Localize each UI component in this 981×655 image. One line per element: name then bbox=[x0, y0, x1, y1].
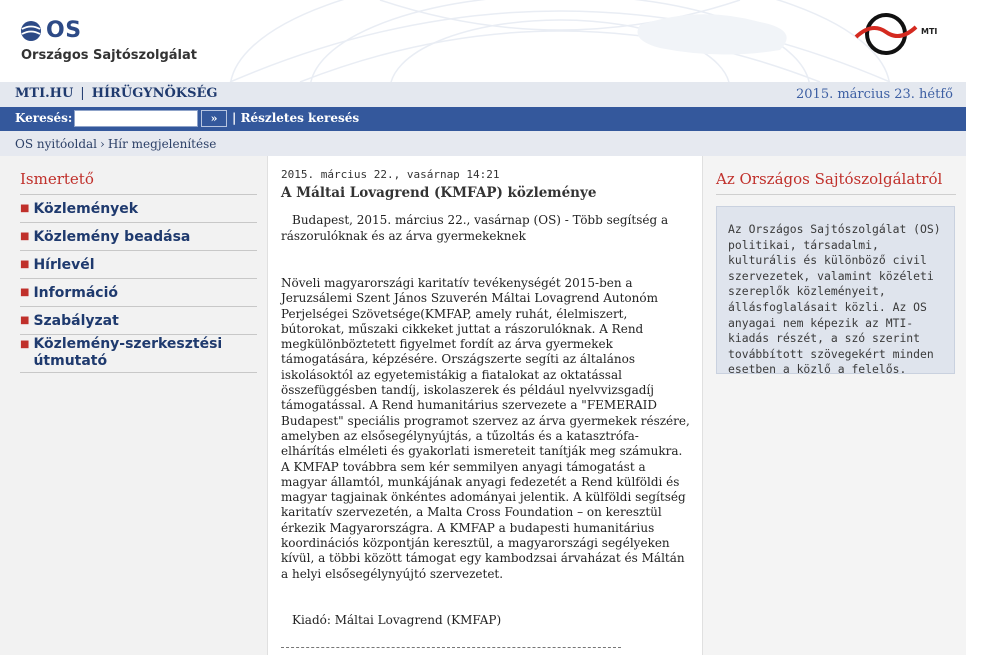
os-globe-icon bbox=[20, 20, 42, 42]
bullet-icon: ■ bbox=[20, 287, 30, 298]
site-name: Országos Sajtószolgálat bbox=[21, 48, 197, 63]
header-globe-background bbox=[0, 0, 966, 82]
sidebar-title: Ismertető bbox=[20, 170, 94, 188]
sidebar-item-label: Hírlevél bbox=[33, 257, 95, 273]
article-lead: Budapest, 2015. március 22., vasárnap (OS) - Több segítség a rászorulóknak és az árva gyermekeknek bbox=[281, 213, 669, 243]
advanced-search-separator: | bbox=[232, 111, 237, 125]
about-infobox bbox=[716, 206, 955, 377]
os-logo[interactable] bbox=[20, 18, 82, 43]
right-sidebar bbox=[702, 156, 966, 655]
advanced-search-link[interactable] bbox=[232, 111, 359, 125]
bullet-icon: ■ bbox=[20, 259, 30, 270]
sidebar-divider bbox=[20, 306, 257, 307]
advanced-search-label: Részletes keresés bbox=[240, 111, 360, 125]
mti-label: MTI bbox=[921, 27, 938, 36]
mti-hu-link[interactable]: MTI.HU bbox=[15, 86, 74, 101]
sidebar-item-label: Szabályzat bbox=[33, 313, 119, 329]
about-divider bbox=[716, 194, 956, 195]
topnav-separator: | bbox=[80, 86, 85, 101]
bullet-icon: ■ bbox=[20, 315, 30, 326]
search-label: Keresés: bbox=[15, 111, 73, 125]
sidebar-divider bbox=[20, 222, 257, 223]
hirugynokseg-link[interactable]: HÍRÜGYNÖKSÉG bbox=[91, 86, 218, 101]
about-text: Az Országos Sajtószolgálat (OS) politikai, társadalmi, kulturális és különböző civil szervezetek, valamint közéleti szereplők közleményeit, állásfoglalásait közli. Az OS anyagai nem képezik az MTI-kiadás részét, a szó szerint továbbított szövegekért minden esetben a közlő a felelős. bbox=[728, 222, 941, 377]
sidebar-item-informacio[interactable] bbox=[20, 284, 256, 302]
sidebar-item-label: Közlemények bbox=[33, 201, 139, 217]
sidebar-divider bbox=[20, 372, 257, 373]
header bbox=[0, 0, 966, 82]
breadcrumb-arrow: › bbox=[100, 137, 105, 151]
sidebar-item-kozlemeny-beadasa[interactable] bbox=[20, 228, 256, 246]
sidebar-divider bbox=[20, 334, 257, 335]
article-timestamp: 2015. március 22., vasárnap 14:21 bbox=[281, 168, 500, 181]
article-divider bbox=[281, 647, 621, 648]
breadcrumb-home-link[interactable]: OS nyitóoldal bbox=[15, 137, 98, 151]
sidebar-divider bbox=[20, 194, 257, 195]
bullet-icon: ■ bbox=[20, 339, 30, 350]
bullet-icon: ■ bbox=[20, 231, 30, 242]
sidebar-item-label: Közlemény beadása bbox=[33, 229, 191, 245]
bullet-icon: ■ bbox=[20, 203, 30, 214]
page-right-margin bbox=[966, 0, 981, 655]
breadcrumb-current: Hír megjelenítése bbox=[107, 137, 217, 151]
sidebar-item-kozlemeny-szerkesztesi-utmutato[interactable] bbox=[20, 336, 256, 370]
sidebar-item-label: Információ bbox=[33, 285, 118, 301]
logo-text: OS bbox=[46, 18, 82, 43]
article-publisher: Kiadó: Máltai Lovagrend (KMFAP) bbox=[292, 613, 502, 627]
search-input[interactable] bbox=[74, 110, 198, 127]
top-nav bbox=[0, 82, 966, 107]
article bbox=[268, 156, 702, 655]
search-bar bbox=[0, 107, 966, 131]
current-date: 2015. március 23. hétfő bbox=[796, 87, 953, 102]
sidebar-divider bbox=[20, 278, 257, 279]
left-sidebar bbox=[0, 156, 268, 655]
breadcrumb bbox=[0, 131, 966, 156]
sidebar-item-label: Közlemény-szerkesztési útmutató bbox=[33, 336, 223, 369]
sidebar-item-szabalyzat[interactable] bbox=[20, 312, 256, 330]
about-title: Az Országos Sajtószolgálatról bbox=[716, 170, 943, 188]
article-headline: A Máltai Lovagrend (KMFAP) közleménye bbox=[281, 185, 597, 201]
search-go-button[interactable]: » bbox=[201, 110, 227, 127]
sidebar-item-hirlevel[interactable] bbox=[20, 256, 256, 274]
article-body: Növeli magyarországi karitatív tevékenységét 2015-ben a Jeruzsálemi Szent János Szuverén Máltai Lovagrend Autonóm Perjelségei Szövetsége(KMFAP, amely ruhát, élelmiszert, bútorokat, műszaki cikkeket juttat a rászorulóknak. A Rend megkülönböztetett figyelmet fordít az árva gyermekek támogatására, képzésére. Országszerte segíti az általános iskolásoktól az egyetemistákig a fiatalokat az oktatással összefüggésben tandíj, iskolaszerek és például nyelvvizsgadíj támogatással. A Rend humanitárius szervezete a "FEMERAID Budapest" speciális programot szervez az árva gyermekek részére, amelyben az elsősegélynyújtás, a tűzoltás és a katasztrófa-elhárítás elméleti és gyakorlati ismereteit tanítják meg számukra. A KMFAP továbbra sem kér semmilyen anyagi támogatást a magyar államtól, munkájának anyagi fedezetét a Rend külföldi és magyar tagjainak önkéntes adományai jelentik. A külföldi segítség karitatív szervezetén, a Malta Cross Foundation – on keresztül érkezik Magyarországra. A KMFAP a budapesti humanitárius koordinációs központján keresztül, a magyarországi segélyeken kívül, a többi között támogat egy kambodzsai árvaházat és Máltán a helyi elsősegélynyújtó szervezetet. bbox=[281, 276, 690, 581]
sidebar-item-kozlemenyek[interactable] bbox=[20, 200, 256, 218]
sidebar-divider bbox=[20, 250, 257, 251]
